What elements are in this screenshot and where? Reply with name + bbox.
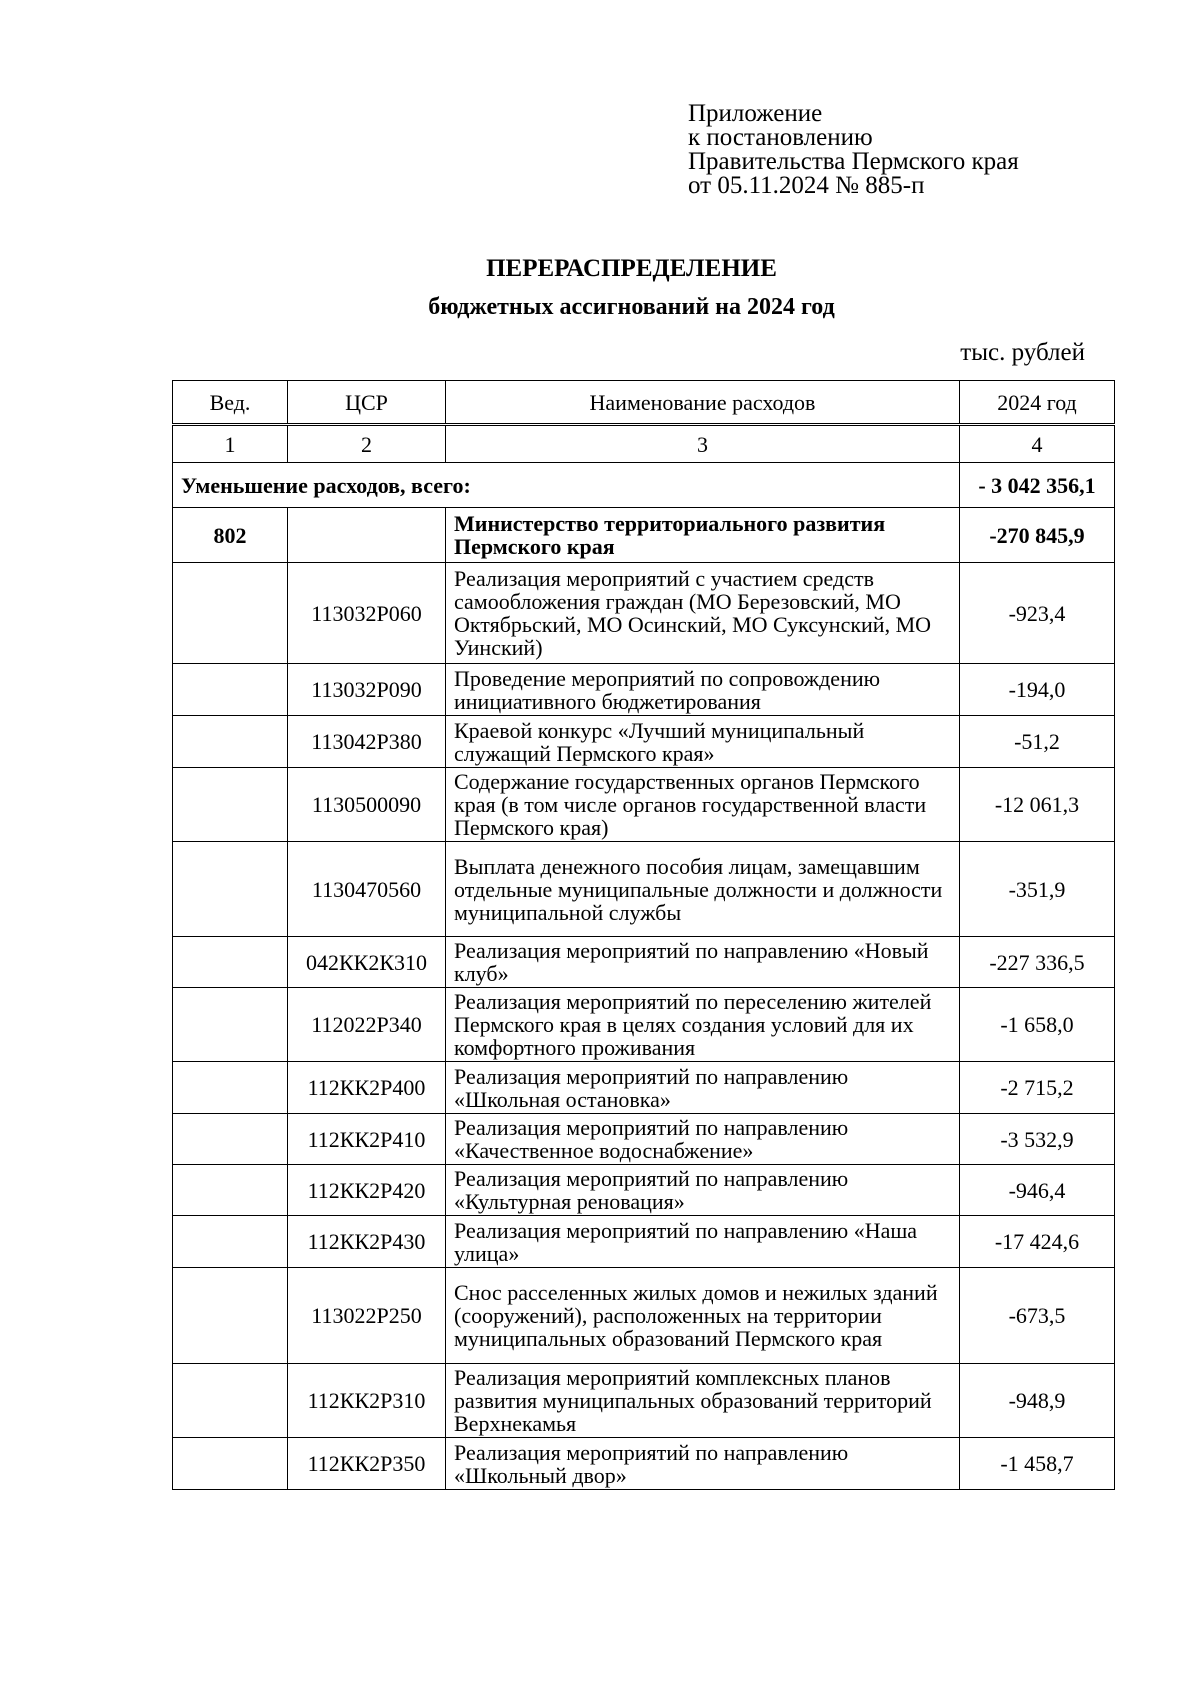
appendix-line: от 05.11.2024 № 885-п bbox=[688, 172, 925, 199]
csr-code: 113032P060 bbox=[288, 563, 446, 664]
amount-value: -3 532,9 bbox=[960, 1114, 1115, 1165]
table-row bbox=[173, 1114, 1115, 1165]
csr-code: 042КК2К310 bbox=[288, 937, 446, 988]
document-subtitle: бюджетных ассигнований на 2024 год bbox=[428, 294, 835, 320]
amount-value: -17 424,6 bbox=[960, 1216, 1115, 1268]
expense-name: Выплата денежного пособия лицам, замещавшим отдельные муниципальные должности и должности муниципальной службы bbox=[446, 842, 960, 937]
table-row bbox=[173, 1364, 1115, 1438]
column-number: 1 bbox=[173, 425, 288, 463]
amount-value: -948,9 bbox=[960, 1364, 1115, 1438]
budget-table bbox=[172, 380, 1115, 1490]
empty-cell bbox=[173, 988, 288, 1062]
csr-code: 113022P250 bbox=[288, 1268, 446, 1364]
expense-name: Реализация мероприятий по направлению «Культурная реновация» bbox=[446, 1165, 960, 1216]
ministry-name: Министерство территориального развития Пермского края bbox=[446, 508, 960, 563]
amount-value: -194,0 bbox=[960, 664, 1115, 716]
amount-value: -923,4 bbox=[960, 563, 1115, 664]
expense-name: Проведение мероприятий по сопровождению инициативного бюджетирования bbox=[446, 664, 960, 716]
header-year: 2024 год bbox=[960, 381, 1115, 425]
total-row bbox=[173, 463, 1115, 508]
table-header-row bbox=[173, 381, 1115, 425]
header-name: Наименование расходов bbox=[446, 381, 960, 425]
table-row bbox=[173, 664, 1115, 716]
table-row bbox=[173, 563, 1115, 664]
table-row bbox=[173, 768, 1115, 842]
table-row bbox=[173, 988, 1115, 1062]
csr-code: 1130470560 bbox=[288, 842, 446, 937]
csr-code: 112КК2P400 bbox=[288, 1062, 446, 1114]
expense-name: Реализация мероприятий по направлению «Новый клуб» bbox=[446, 937, 960, 988]
column-number: 2 bbox=[288, 425, 446, 463]
column-number-row bbox=[173, 425, 1115, 463]
table-row bbox=[173, 1062, 1115, 1114]
empty-cell bbox=[173, 1216, 288, 1268]
expense-name: Краевой конкурс «Лучший муниципальный служащий Пермского края» bbox=[446, 716, 960, 768]
amount-value: -1 658,0 bbox=[960, 988, 1115, 1062]
amount-value: -946,4 bbox=[960, 1165, 1115, 1216]
empty-cell bbox=[173, 664, 288, 716]
appendix-block bbox=[688, 102, 1019, 198]
total-label: Уменьшение расходов, всего: bbox=[173, 463, 960, 508]
empty-cell bbox=[173, 768, 288, 842]
amount-value: -673,5 bbox=[960, 1268, 1115, 1364]
csr-code: 1130500090 bbox=[288, 768, 446, 842]
expense-name: Реализация мероприятий по переселению жителей Пермского края в целях создания условий для их комфортного проживания bbox=[446, 988, 960, 1062]
units-label: тыс. рублей bbox=[960, 339, 1085, 366]
empty-cell bbox=[173, 842, 288, 937]
header-dept: Вед. bbox=[173, 381, 288, 425]
empty-cell bbox=[173, 937, 288, 988]
empty-cell bbox=[173, 716, 288, 768]
expense-name: Реализация мероприятий по направлению «Школьная остановка» bbox=[446, 1062, 960, 1114]
empty-cell bbox=[173, 1268, 288, 1364]
expense-name: Снос расселенных жилых домов и нежилых зданий (сооружений), расположенных на территории муниципальных образований Пермского края bbox=[446, 1268, 960, 1364]
empty-cell bbox=[288, 508, 446, 563]
table-row bbox=[173, 1216, 1115, 1268]
expense-name: Реализация мероприятий по направлению «Качественное водоснабжение» bbox=[446, 1114, 960, 1165]
expense-name: Реализация мероприятий комплексных планов развития муниципальных образований территорий Верхнекамья bbox=[446, 1364, 960, 1438]
expense-name: Реализация мероприятий с участием средств самообложения граждан (МО Березовский, МО Октябрьский, МО Осинский, МО Суксунский, МО Уинский) bbox=[446, 563, 960, 664]
ministry-row bbox=[173, 508, 1115, 563]
header-csr: ЦСР bbox=[288, 381, 446, 425]
empty-cell bbox=[173, 1438, 288, 1490]
expense-name: Содержание государственных органов Пермского края (в том числе органов государственной власти Пермского края) bbox=[446, 768, 960, 842]
csr-code: 113032P090 bbox=[288, 664, 446, 716]
document-title: ПЕРЕРАСПРЕДЕЛЕНИЕ bbox=[486, 255, 777, 282]
amount-value: -51,2 bbox=[960, 716, 1115, 768]
empty-cell bbox=[173, 1114, 288, 1165]
amount-value: -351,9 bbox=[960, 842, 1115, 937]
amount-value: -1 458,7 bbox=[960, 1438, 1115, 1490]
table-row bbox=[173, 937, 1115, 988]
total-value: - 3 042 356,1 bbox=[960, 463, 1115, 508]
ministry-value: -270 845,9 bbox=[960, 508, 1115, 563]
appendix-line: к постановлению bbox=[688, 124, 873, 151]
column-number: 4 bbox=[960, 425, 1115, 463]
amount-value: -12 061,3 bbox=[960, 768, 1115, 842]
amount-value: -2 715,2 bbox=[960, 1062, 1115, 1114]
empty-cell bbox=[173, 1165, 288, 1216]
ministry-code: 802 bbox=[173, 508, 288, 563]
appendix-line: Правительства Пермского края bbox=[688, 148, 1019, 175]
table-row bbox=[173, 1438, 1115, 1490]
empty-cell bbox=[173, 1364, 288, 1438]
column-number: 3 bbox=[446, 425, 960, 463]
expense-name: Реализация мероприятий по направлению «Школьный двор» bbox=[446, 1438, 960, 1490]
appendix-line: Приложение bbox=[688, 100, 823, 127]
table-row bbox=[173, 1165, 1115, 1216]
csr-code: 112КК2P310 bbox=[288, 1364, 446, 1438]
csr-code: 112КК2P410 bbox=[288, 1114, 446, 1165]
table-row bbox=[173, 842, 1115, 937]
csr-code: 112КК2P420 bbox=[288, 1165, 446, 1216]
expense-name: Реализация мероприятий по направлению «Наша улица» bbox=[446, 1216, 960, 1268]
table-row bbox=[173, 716, 1115, 768]
csr-code: 112022P340 bbox=[288, 988, 446, 1062]
empty-cell bbox=[173, 1062, 288, 1114]
amount-value: -227 336,5 bbox=[960, 937, 1115, 988]
empty-cell bbox=[173, 563, 288, 664]
csr-code: 112КК2P430 bbox=[288, 1216, 446, 1268]
csr-code: 112КК2P350 bbox=[288, 1438, 446, 1490]
csr-code: 113042P380 bbox=[288, 716, 446, 768]
table-row bbox=[173, 1268, 1115, 1364]
